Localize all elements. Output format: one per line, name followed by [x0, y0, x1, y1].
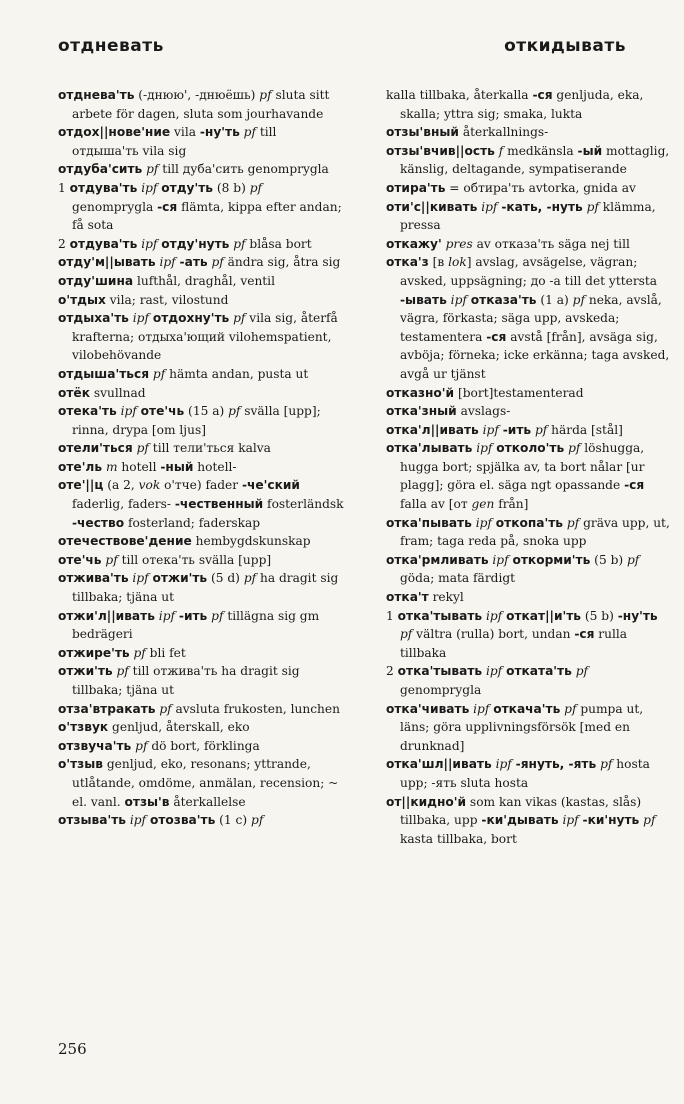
headword: -януть, -ять	[515, 757, 597, 772]
grammar-label: lok	[448, 255, 467, 270]
definition-text: genomprygla	[72, 199, 158, 214]
headword: откопа'ть	[495, 515, 564, 530]
definition-text: hotell	[117, 459, 161, 474]
headword: оте'чь	[140, 404, 185, 419]
dictionary-entry	[386, 588, 672, 607]
headword: отка'чивать	[386, 701, 470, 716]
definition-text: dö bort, förklinga	[147, 738, 260, 753]
grammar-label: ipf	[450, 292, 467, 307]
definition-text: kasta tillbaka, bort	[400, 831, 517, 846]
headword: отка'з	[386, 255, 429, 270]
headword: отзвуча'ть	[58, 738, 132, 753]
definition-text: (8 b)	[213, 180, 250, 195]
headword: отдыха'ть	[58, 311, 129, 326]
definition-text: genljud, eko, resonans; yttrande, utlåtande, omdöme, anmälan, recension; ~ el. vanl.	[72, 757, 339, 809]
definition-text: härda [stål]	[547, 422, 623, 437]
definition-text: ändra sig, åtra sig	[223, 255, 341, 270]
headword: отдува'ть	[69, 180, 138, 195]
definition-text: (a 2,	[103, 478, 139, 493]
grammar-label: gen	[471, 497, 495, 512]
dictionary-entry	[58, 272, 344, 291]
dictionary-entry	[58, 551, 344, 570]
left-column	[58, 86, 344, 830]
definition-text: neka, avslå, vägra, förkasta; säga upp, avskeda; testamentera	[400, 292, 662, 344]
dictionary-entry	[386, 514, 672, 551]
headword: отжи'л||ивать	[58, 608, 155, 623]
grammar-label: pf	[400, 627, 413, 642]
dictionary-entry	[58, 291, 344, 310]
grammar-label: pf	[146, 162, 159, 177]
dictionary-entry	[386, 198, 672, 235]
headword: отозва'ть	[149, 813, 216, 828]
headword: -ки'дывать	[481, 813, 559, 828]
grammar-label: pf	[600, 757, 613, 772]
definition-text: hotell-	[193, 459, 237, 474]
headword: отказно'й	[386, 385, 455, 400]
definition-text: (1 c)	[215, 813, 252, 828]
grammar-label: ipf	[120, 404, 137, 419]
grammar-label: pres	[445, 236, 473, 251]
definition-text: 2	[58, 236, 70, 251]
headword: отжива'ть	[58, 571, 129, 586]
definition-text: (15 a)	[184, 404, 229, 419]
headword: -ся	[157, 199, 178, 214]
grammar-label: m	[105, 459, 118, 474]
headword: -ить	[178, 608, 208, 623]
definition-text: 1	[386, 608, 398, 623]
headword: оте'чь	[58, 552, 102, 567]
definition-text: ] avslag, avsägelse, vägran; avsked, uppsägning; до -а till det yttersta	[400, 255, 658, 288]
dictionary-entry	[386, 755, 672, 792]
definition-text: vila sig, återfå krafterna; отдыха'ющий vilohemspatient, vilobehövande	[72, 311, 338, 363]
definition-text: medkänsla	[503, 143, 578, 158]
headword: -че'ский	[241, 478, 300, 493]
headword: -ить	[502, 422, 532, 437]
headword: -ся	[532, 88, 553, 102]
grammar-label: pf	[136, 441, 149, 456]
grammar-label: ipf	[473, 701, 490, 716]
grammar-label: pf	[211, 255, 224, 270]
definition-text: till отека'ть svälla [upp]	[117, 552, 272, 567]
definition-text: (5 d)	[207, 571, 244, 586]
dictionary-entry	[386, 384, 672, 403]
definition-text: hembygdskunskap	[191, 534, 311, 549]
dictionary-entry	[386, 793, 672, 849]
definition-text: klämma, pressa	[400, 199, 656, 233]
headword: отколо'ть	[496, 441, 565, 456]
grammar-label: pf	[152, 366, 166, 381]
grammar-label: pf	[572, 292, 585, 307]
definition-text: hämta andan, pusta ut	[165, 366, 309, 381]
headword: отира'ть	[386, 180, 446, 195]
dictionary-entry	[58, 718, 344, 737]
definition-text: ha dragit sig tillbaka; tjäna ut	[72, 571, 339, 605]
dictionary-entry	[58, 737, 344, 756]
headword: отжи'ть	[58, 664, 113, 679]
definition-text: till отдыша'ть vila sig	[72, 125, 277, 158]
dictionary-entry	[386, 235, 672, 254]
definition-text: gräva upp, ut, fram; taga reda på, snoka upp	[400, 515, 670, 549]
headword: откача'ть	[493, 701, 561, 716]
definition-text: (1 a)	[536, 292, 573, 307]
definition-text: (5 b)	[590, 552, 627, 567]
definition-text: rekyl	[428, 590, 464, 605]
definition-text: fosterländsk	[263, 497, 344, 512]
grammar-label: ipf	[159, 255, 176, 270]
dictionary-entry	[58, 160, 344, 179]
dictionary-entry	[58, 569, 344, 606]
headword: отду'м||ывать	[58, 255, 156, 270]
definition-text: = обтира'ть avtorka, gnida av	[445, 180, 636, 195]
definition-text: avsluta frukosten, lunchen	[171, 701, 340, 716]
dictionary-entry	[58, 811, 344, 830]
dictionary-entry	[58, 439, 344, 458]
headword: отду'шина	[58, 273, 134, 288]
headword: отка'л||ивать	[386, 422, 479, 437]
headword: оте'||ц	[58, 478, 104, 493]
definition-text: till отжива'ть ha dragit sig tillbaka; tjäna ut	[72, 664, 300, 697]
headword: отдыша'ться	[58, 366, 150, 381]
dictionary-entry	[386, 253, 672, 383]
grammar-label: pf	[135, 738, 148, 753]
definition-text: genomprygla	[400, 683, 482, 697]
grammar-label: pf	[564, 701, 577, 716]
headword: -ну'ть	[199, 125, 240, 140]
definition-text: som kan vikas (kastas, slås) tillbaka, upp	[400, 794, 642, 828]
dictionary-entry	[386, 421, 672, 440]
headword: отели'ться	[58, 441, 133, 456]
dictionary-entry	[386, 439, 672, 513]
grammar-label: pf	[566, 515, 580, 530]
definition-text: vältra (rulla) bort, undan	[412, 627, 575, 642]
definition-text: till дуба'сить genomprygla	[158, 162, 329, 177]
dictionary-entry	[58, 123, 344, 160]
grammar-label: ipf	[485, 664, 503, 679]
definition-text: 2	[386, 664, 398, 679]
dictionary-entry	[58, 662, 344, 699]
definition-text: hosta upp; -ять sluta hosta	[400, 757, 650, 790]
headword: о'тзвук	[58, 720, 109, 735]
headword: отдуба'сить	[58, 162, 143, 177]
dictionary-entry	[386, 179, 672, 198]
definition-text: faderlig, faders-	[72, 497, 175, 512]
dictionary-entry	[58, 644, 344, 663]
definition-text: av отказа'ть säga nej till	[472, 236, 630, 251]
headword: отзы'вный	[386, 125, 459, 140]
grammar-label: ipf	[129, 813, 147, 828]
headword: отка'шл||ивать	[386, 757, 492, 772]
definition-text: löshugga, hugga bort; spjälka av, ta bort nålar [ur plagg]; göra el. säga ngt opassande	[400, 441, 645, 493]
grammar-label: ipf	[141, 236, 158, 251]
headword: -ся	[624, 478, 645, 493]
header-first-word: отдневать	[58, 36, 164, 56]
headword: откат||и'ть	[506, 608, 582, 623]
headword: оти'с||кивать	[386, 199, 478, 214]
definition-text: sluta sitt arbete för dagen, sluta som jourhavande	[72, 88, 330, 121]
definition-text: (5 b)	[581, 608, 618, 623]
dictionary-entry	[58, 179, 344, 235]
headword: отднева'ть	[58, 88, 135, 102]
headword: отека'ть	[58, 404, 117, 419]
grammar-label: pf	[251, 813, 264, 828]
headword: отжи'ть	[152, 571, 208, 586]
definition-text: kalla tillbaka, återkalla	[386, 88, 533, 102]
headword: о'тдых	[58, 292, 106, 307]
dictionary-entry	[386, 662, 672, 699]
definition-text: svullnad	[89, 385, 146, 400]
grammar-label: pf	[243, 571, 257, 586]
headword: отзы'в	[124, 794, 170, 809]
dictionary-entry	[58, 458, 344, 477]
definition-text: från]	[494, 497, 529, 512]
grammar-label: ipf	[562, 813, 579, 828]
grammar-label: pf	[534, 422, 548, 437]
headword: откажу'	[386, 236, 442, 251]
headword: оте'ль	[58, 459, 103, 474]
definition-text: genljud, återskall, eko	[108, 720, 250, 735]
grammar-label: pf	[228, 404, 241, 419]
definition-text: tillägna sig gm bedrägeri	[72, 608, 320, 642]
grammar-label: ipf	[482, 422, 499, 437]
dictionary-entry	[386, 700, 672, 756]
definition-text: avstå [från], avsäga sig, avböja; förneka; icke erkänna; taga avsked, avgå ur tjänst	[400, 329, 670, 381]
headword: -ать	[179, 255, 208, 270]
definition-text: göda; mata färdigt	[400, 571, 516, 586]
dictionary-entry	[386, 607, 672, 663]
grammar-label: f	[498, 143, 504, 158]
grammar-label: ipf	[132, 571, 149, 586]
grammar-label: pf	[211, 608, 224, 623]
grammar-label: ipf	[492, 552, 509, 567]
dictionary-entry	[58, 607, 344, 644]
grammar-label: ipf	[475, 515, 492, 530]
definition-text: avslags-	[456, 404, 511, 419]
grammar-label: pf	[233, 311, 246, 326]
dictionary-entry	[386, 123, 672, 142]
headword: -ки'нуть	[582, 813, 640, 828]
grammar-label: pf	[586, 199, 599, 214]
grammar-label: pf	[243, 125, 256, 140]
headword: отка'пывать	[386, 515, 472, 530]
headword: отдох||нове'ние	[58, 125, 171, 140]
headword: отка'тывать	[397, 664, 483, 679]
grammar-label: pf	[643, 813, 656, 828]
grammar-label: pf	[249, 180, 263, 195]
dictionary-entry	[58, 235, 344, 254]
headword: -кать, -нуть	[501, 199, 583, 214]
definition-text: lufthål, draghål, ventil	[133, 273, 275, 288]
definition-text: falla av [от	[400, 497, 472, 512]
headword: отдохну'ть	[152, 311, 230, 326]
grammar-label: pf	[568, 441, 581, 456]
grammar-label: ipf	[495, 757, 512, 772]
headword: отдува'ть	[69, 236, 138, 251]
grammar-label: vok	[138, 478, 161, 493]
definition-text: återkallelse	[169, 794, 246, 809]
definition-text: pumpa ut, läns; göra upplivningsförsök [med en drunknad]	[400, 701, 644, 753]
dictionary-entry	[58, 476, 344, 532]
definition-text: svälla [upp]; rinna, drypa [om ljus]	[72, 404, 321, 437]
grammar-label: pf	[105, 552, 118, 567]
headword: отечествове'дение	[58, 534, 192, 549]
definition-text: (-днюю', -днюёшь)	[134, 88, 260, 102]
definition-text: vila	[170, 125, 200, 140]
definition-text: fosterland; faderskap	[124, 515, 261, 530]
headword: откорми'ть	[512, 552, 591, 567]
definition-text: о'тче) fader	[160, 478, 242, 493]
headword: отка'лывать	[386, 441, 473, 456]
dictionary-entry	[58, 755, 344, 811]
dictionary-entry	[58, 86, 344, 123]
dictionary-entry	[58, 309, 344, 365]
dictionary-entry	[58, 384, 344, 403]
dictionary-entry	[58, 253, 344, 272]
header-last-word: откидывать	[504, 36, 626, 56]
dictionary-entry	[386, 86, 672, 123]
dictionary-entry	[58, 700, 344, 719]
headword: отжире'ть	[58, 645, 130, 660]
definition-text: återkallnings-	[458, 125, 549, 140]
grammar-label: ipf	[158, 608, 176, 623]
grammar-label: pf	[116, 664, 129, 679]
dictionary-entry	[58, 532, 344, 551]
grammar-label: ipf	[476, 441, 493, 456]
headword: -ся	[486, 329, 507, 344]
page-number: 256	[58, 1040, 87, 1058]
headword: отка'рмливать	[386, 552, 489, 567]
definition-text: rulla tillbaka	[400, 627, 628, 660]
grammar-label: pf	[259, 88, 272, 102]
running-header	[58, 36, 626, 62]
headword: отза'втракать	[58, 701, 156, 716]
headword: о'тзыв	[58, 757, 103, 772]
headword: отду'ть	[161, 180, 214, 195]
headword: отказа'ть	[470, 292, 537, 307]
definition-text: flämta, kippa efter andan; få sota	[72, 199, 342, 233]
headword: отка'т	[386, 590, 429, 605]
definition-text: mottaglig, känslig, deltagande, sympatiserande	[400, 143, 670, 177]
headword: -ный	[160, 459, 194, 474]
grammar-label: pf	[159, 701, 172, 716]
headword: -ывать	[400, 292, 447, 307]
headword: отката'ть	[506, 664, 572, 679]
headword: отка'тывать	[397, 608, 483, 623]
grammar-label: pf	[133, 645, 146, 660]
definition-text: vila; rast, vilostund	[105, 292, 229, 307]
right-column	[386, 86, 672, 848]
dictionary-entry	[58, 365, 344, 384]
definition-text: 1	[58, 180, 70, 195]
headword: -ся	[574, 627, 595, 642]
headword: -ый	[577, 143, 603, 158]
headword: -чество	[72, 515, 125, 530]
definition-text: [в	[428, 255, 449, 270]
definition-text: genljuda, eka, skalla; yttra sig; smaka, lukta	[400, 88, 644, 121]
headword: -чественный	[174, 497, 264, 512]
definition-text: till тели'ться kalva	[148, 441, 271, 456]
headword: отзы'вчив||ость	[386, 143, 495, 158]
dictionary-entry	[386, 142, 672, 179]
headword: от||кидно'й	[386, 794, 467, 809]
grammar-label: pf	[627, 552, 640, 567]
grammar-label: ipf	[485, 608, 503, 623]
grammar-label: pf	[575, 664, 588, 679]
grammar-label: ipf	[132, 311, 149, 326]
dictionary-entry	[58, 402, 344, 439]
headword: отка'зный	[386, 404, 457, 419]
definition-text: blåsa bort	[245, 236, 312, 251]
definition-text: [bort]testamenterad	[454, 385, 584, 400]
headword: отду'нуть	[161, 236, 230, 251]
definition-text: bli fet	[145, 645, 186, 660]
headword: отзыва'ть	[58, 813, 126, 828]
grammar-label: pf	[233, 236, 246, 251]
grammar-label: ipf	[481, 199, 498, 214]
headword: отёк	[58, 385, 90, 400]
dictionary-entry	[386, 551, 672, 588]
dictionary-entry	[386, 402, 672, 421]
grammar-label: ipf	[141, 180, 158, 195]
headword: -ну'ть	[617, 608, 658, 623]
